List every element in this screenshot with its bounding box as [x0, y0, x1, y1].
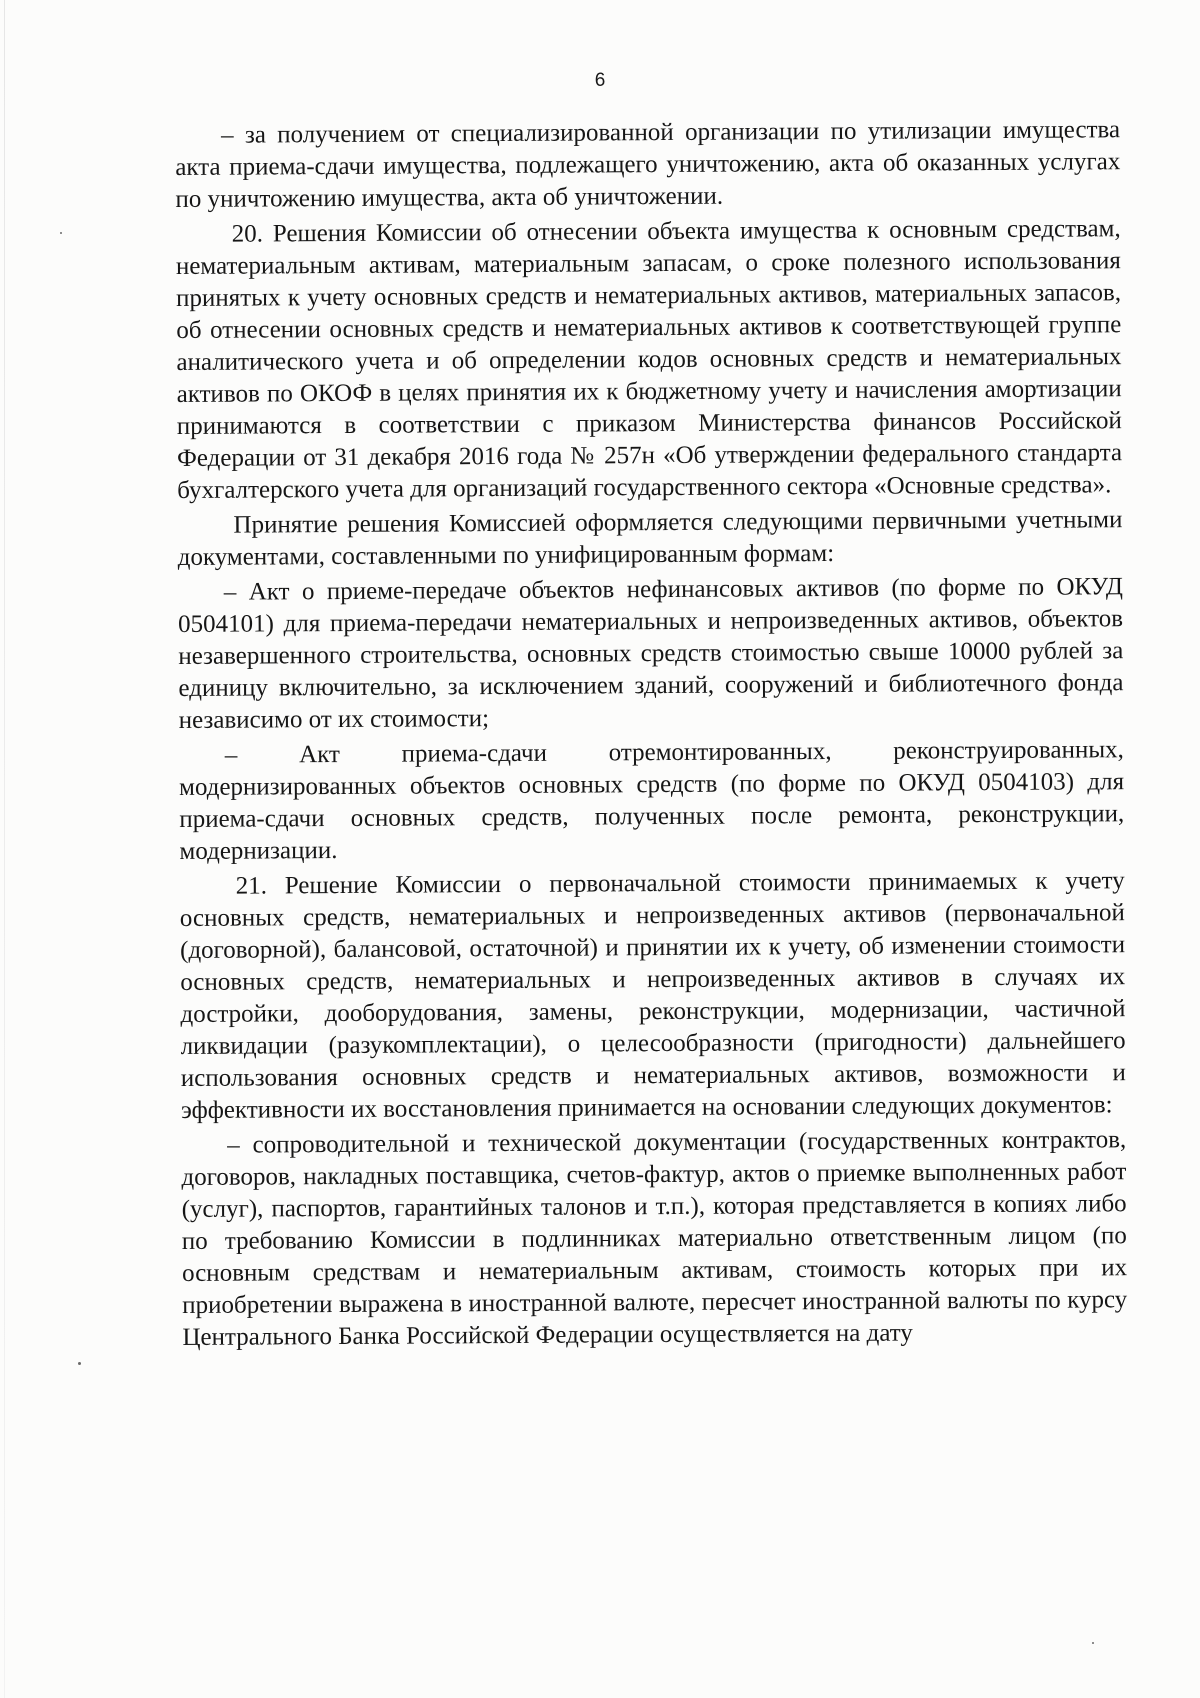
paragraph-technical-documentation: – сопроводительной и технической документации (государственных контрактов, договоров, накладных поставщика, счетов-фактур, актов о приемке выполненных работ (услуг), паспортов, гарантийных талонов и т.п.), которая представляется в копиях либо по требованию Комиссии в подлинниках материально ответственным лицом (по основным средствам и нематериальным активам, стоимость которых при их приобретении выражена в иностранной валюте, пересчет иностранной валюты по курсу Центрального Банка Российской Федерации осуществляется на дату	[181, 1126, 1128, 1351]
paragraph-utilization-act: – за получением от специализированной организации по утилизации имущества акта приема-сдачи имущества, подлежащего уничтожению, акта об оказанных услугах по уничтожению имущества, акта об уничтожении.	[175, 116, 1121, 213]
scan-speck	[60, 232, 62, 234]
scan-edge-shadow	[4, 0, 5, 1698]
scan-speck	[78, 1362, 81, 1365]
document-body	[175, 114, 1128, 1357]
paragraph-act-0504101: – Акт о приеме-передаче объектов нефинансовых активов (по форме по ОКУД 0504101) для приема-передачи нематериальных и непроизведенных активов, объектов незавершенного строительства, основных средств стоимостью свыше 10000 рублей за единицу включительно, за исключением зданий, сооружений и библиотечного фонда независимо от их стоимости;	[177, 573, 1124, 734]
scan-speck	[1092, 1642, 1094, 1644]
page-number: 6	[594, 70, 606, 91]
paragraph-21-initial-cost: 21. Решение Комиссии о первоначальной стоимости принимаемых к учету основных средств, нематериальных и непроизведенных активов (первоначальной (договорной), балансовой, остаточной) и принятии их к учету, об изменении стоимости основных средств, нематериальных и непроизведенных активов в случаях их достройки, дооборудования, замены, реконструкции, модернизации, частичной ликвидации (разукомплектации), о целесообразности (пригодности) дальнейшего использования основных средств и нематериальных активов, возможности и эффективности их восстановления принимается на основании следующих документов:	[179, 867, 1126, 1124]
paragraph-20-commission-decisions: 20. Решения Комиссии об отнесении объекта имущества к основным средствам, нематериальным активам, материальным запасам, о сроке полезного использования принятых к учету основных средств и нематериальных активов, материальных запасов, об отнесении основных средств и нематериальных активов к соответствующей группе аналитического учета и об определении кодов основных средств и нематериальных активов по ОКОФ в целях принятия их к бюджетному учету и начисления амортизации принимаются в соответствии с приказом Министерства финансов Российской Федерации от 31 декабря 2016 года № 257н «Об утверждении федерального стандарта бухгалтерского учета для организаций государственного сектора «Основные средства».	[175, 215, 1123, 504]
paragraph-act-0504103: – Акт приема-сдачи отремонтированных, реконструированных, модернизированных объектов основных средств (по форме по ОКУД 0504103) для приема-сдачи основных средств, полученных после ремонта, реконструкции, модернизации.	[178, 736, 1125, 865]
paragraph-primary-documents: Принятие решения Комиссией оформляется следующими первичными учетными документами, составленными по унифицированным формам:	[177, 506, 1123, 571]
